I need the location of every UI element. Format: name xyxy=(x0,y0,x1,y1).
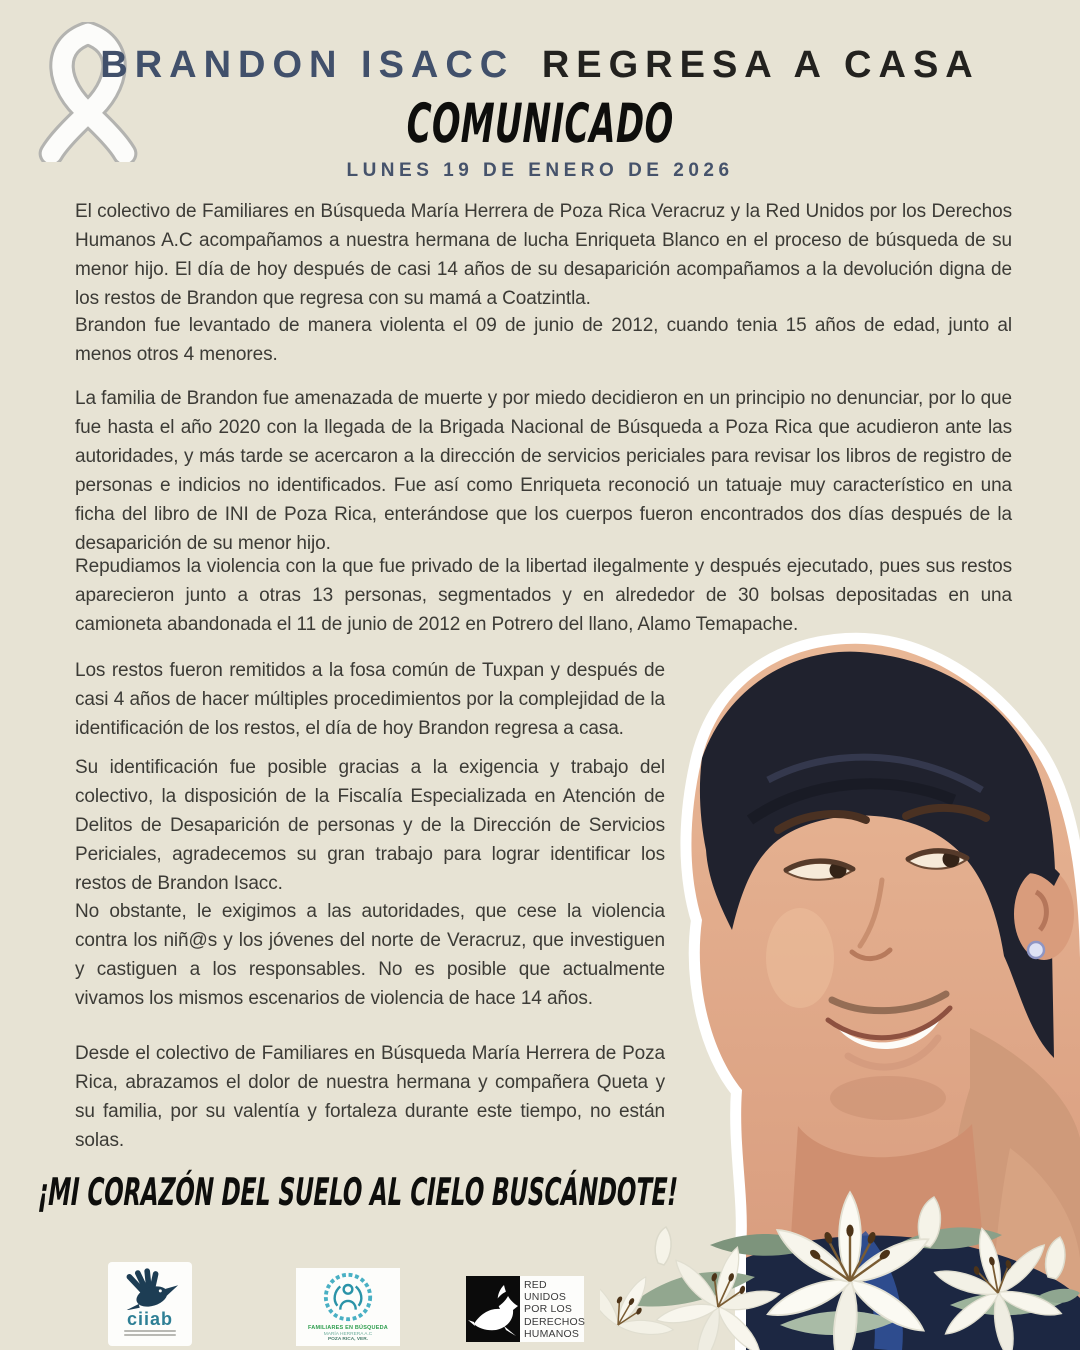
ciiab-logo xyxy=(108,1262,192,1346)
slogan-text: ¡MI CORAZÓN DEL SUELO AL CIELO BUSCÁNDOTE! xyxy=(37,1170,679,1214)
familiares-en-busqueda-logo xyxy=(296,1268,400,1346)
paragraph-8: Desde el colectivo de Familiares en Búsqueda María Herrera de Poza Rica, abrazamos el dolor de nuestra hermana y compañera Queta y su familia, por su valentía y fortaleza durante este tiempo, no están solas. xyxy=(75,1043,665,1151)
slogan xyxy=(38,1170,1080,1214)
familiares-line1: FAMILIARES EN BÚSQUEDA xyxy=(308,1325,388,1331)
date-line: LUNES 19 DE ENERO DE 2026 xyxy=(346,160,734,181)
paragraph-1: El colectivo de Familiares en Búsqueda María Herrera de Poza Rica Veracruz y la Red Unidos por los Derechos Humanos A.C acompañamos a nuestra hermana de lucha Enriqueta Blanco en el proceso de búsqueda de su menor hijo. El día de hoy después de casi 14 años de su desaparición acompañamos a la devolución digna de los restos de Brandon que regresa con su mamá a Coatzintla. xyxy=(75,201,1012,309)
paragraph-2: Brandon fue levantado de manera violenta el 09 de junio de 2012, cuando tenia 15 años de edad, junto al menos otros 4 menores. xyxy=(75,315,1012,365)
fine-print-line xyxy=(124,1330,176,1332)
subtitle xyxy=(0,92,1080,155)
laurel-wreath-icon xyxy=(296,1271,400,1325)
paragraph-4: Repudiamos la violencia con la que fue privado de la libertad ilegalmente y después ejecutado, pues sus restos aparecieron junto a otras 13 personas, segmentados y en alrededor de 30 bolsas depositadas en una camioneta abandonada el 11 de junio de 2012 en Potrero del llano, Alamo Temapache. xyxy=(75,556,1012,635)
red-line1: RED xyxy=(524,1279,547,1291)
red-line2: UNIDOS xyxy=(524,1291,567,1304)
familiares-line2: MARÍA HERRERA A.C xyxy=(323,1331,373,1337)
paragraph-7: No obstante, le exigimos a las autoridades, que cese la violencia contra los niñ@s y los jóvenes del norte de Veracruz, que investiguen y castiguen a los responsables. No es posible que actualmente vivamos los mismos escenarios de violencia de hace 14 años. xyxy=(75,901,665,1009)
page-title xyxy=(0,44,1080,87)
fine-print-line xyxy=(124,1334,176,1336)
red-unidos-logo xyxy=(466,1276,584,1342)
paragraph-3: La familia de Brandon fue amenazada de muerte y por miedo decidieron en un principio no denunciar, por lo que fue hasta el año 2020 con la llegada de la Brigada Nacional de Búsqueda a Poza Rica que acudieron ante las autoridades, y más tarde se acercaron a la dirección de servicios periciales para revisar los libros de registro de personas e indicios no identificados. Fue así como Enriqueta reconoció un tatuaje muy característico en una ficha del libro de INI de Poza Rica, enterándose que los cuerpos fueron encontrados dos días después de la desaparición de su menor hijo. xyxy=(75,388,1012,554)
ciiab-label: ciiab xyxy=(126,1309,174,1329)
paragraph-5: Los restos fueron remitidos a la fosa común de Tuxpan y después de casi 4 años de hacer múltiples procedimientos por la complejidad de la identificación de los restos, el día de hoy Brandon regresa a casa. xyxy=(75,660,665,739)
red-line4: DERECHOS xyxy=(524,1315,586,1328)
paragraph-6: Su identificación fue posible gracias a la exigencia y trabajo del colectivo, la disposición de la Fiscalía Especializada en Atención de Delitos de Desaparición de personas y de la Dirección de Servicios Periciales, agradecemos su gran trabajo para lograr identificar los restos de Brandon Isacc. xyxy=(75,757,665,894)
red-line5: HUMANOS xyxy=(524,1327,580,1340)
red-line3: POR LOS xyxy=(524,1303,573,1316)
title-rest: REGRESA A CASA xyxy=(541,44,980,86)
dove-icon xyxy=(466,1276,520,1342)
red-unidos-text xyxy=(520,1276,584,1342)
subtitle-text: COMUNICADO xyxy=(405,92,675,155)
title-name: BRANDON ISACC xyxy=(100,44,515,86)
familiares-line3: POZA RICA, VER. xyxy=(327,1337,369,1343)
hand-bird-icon xyxy=(120,1268,180,1310)
